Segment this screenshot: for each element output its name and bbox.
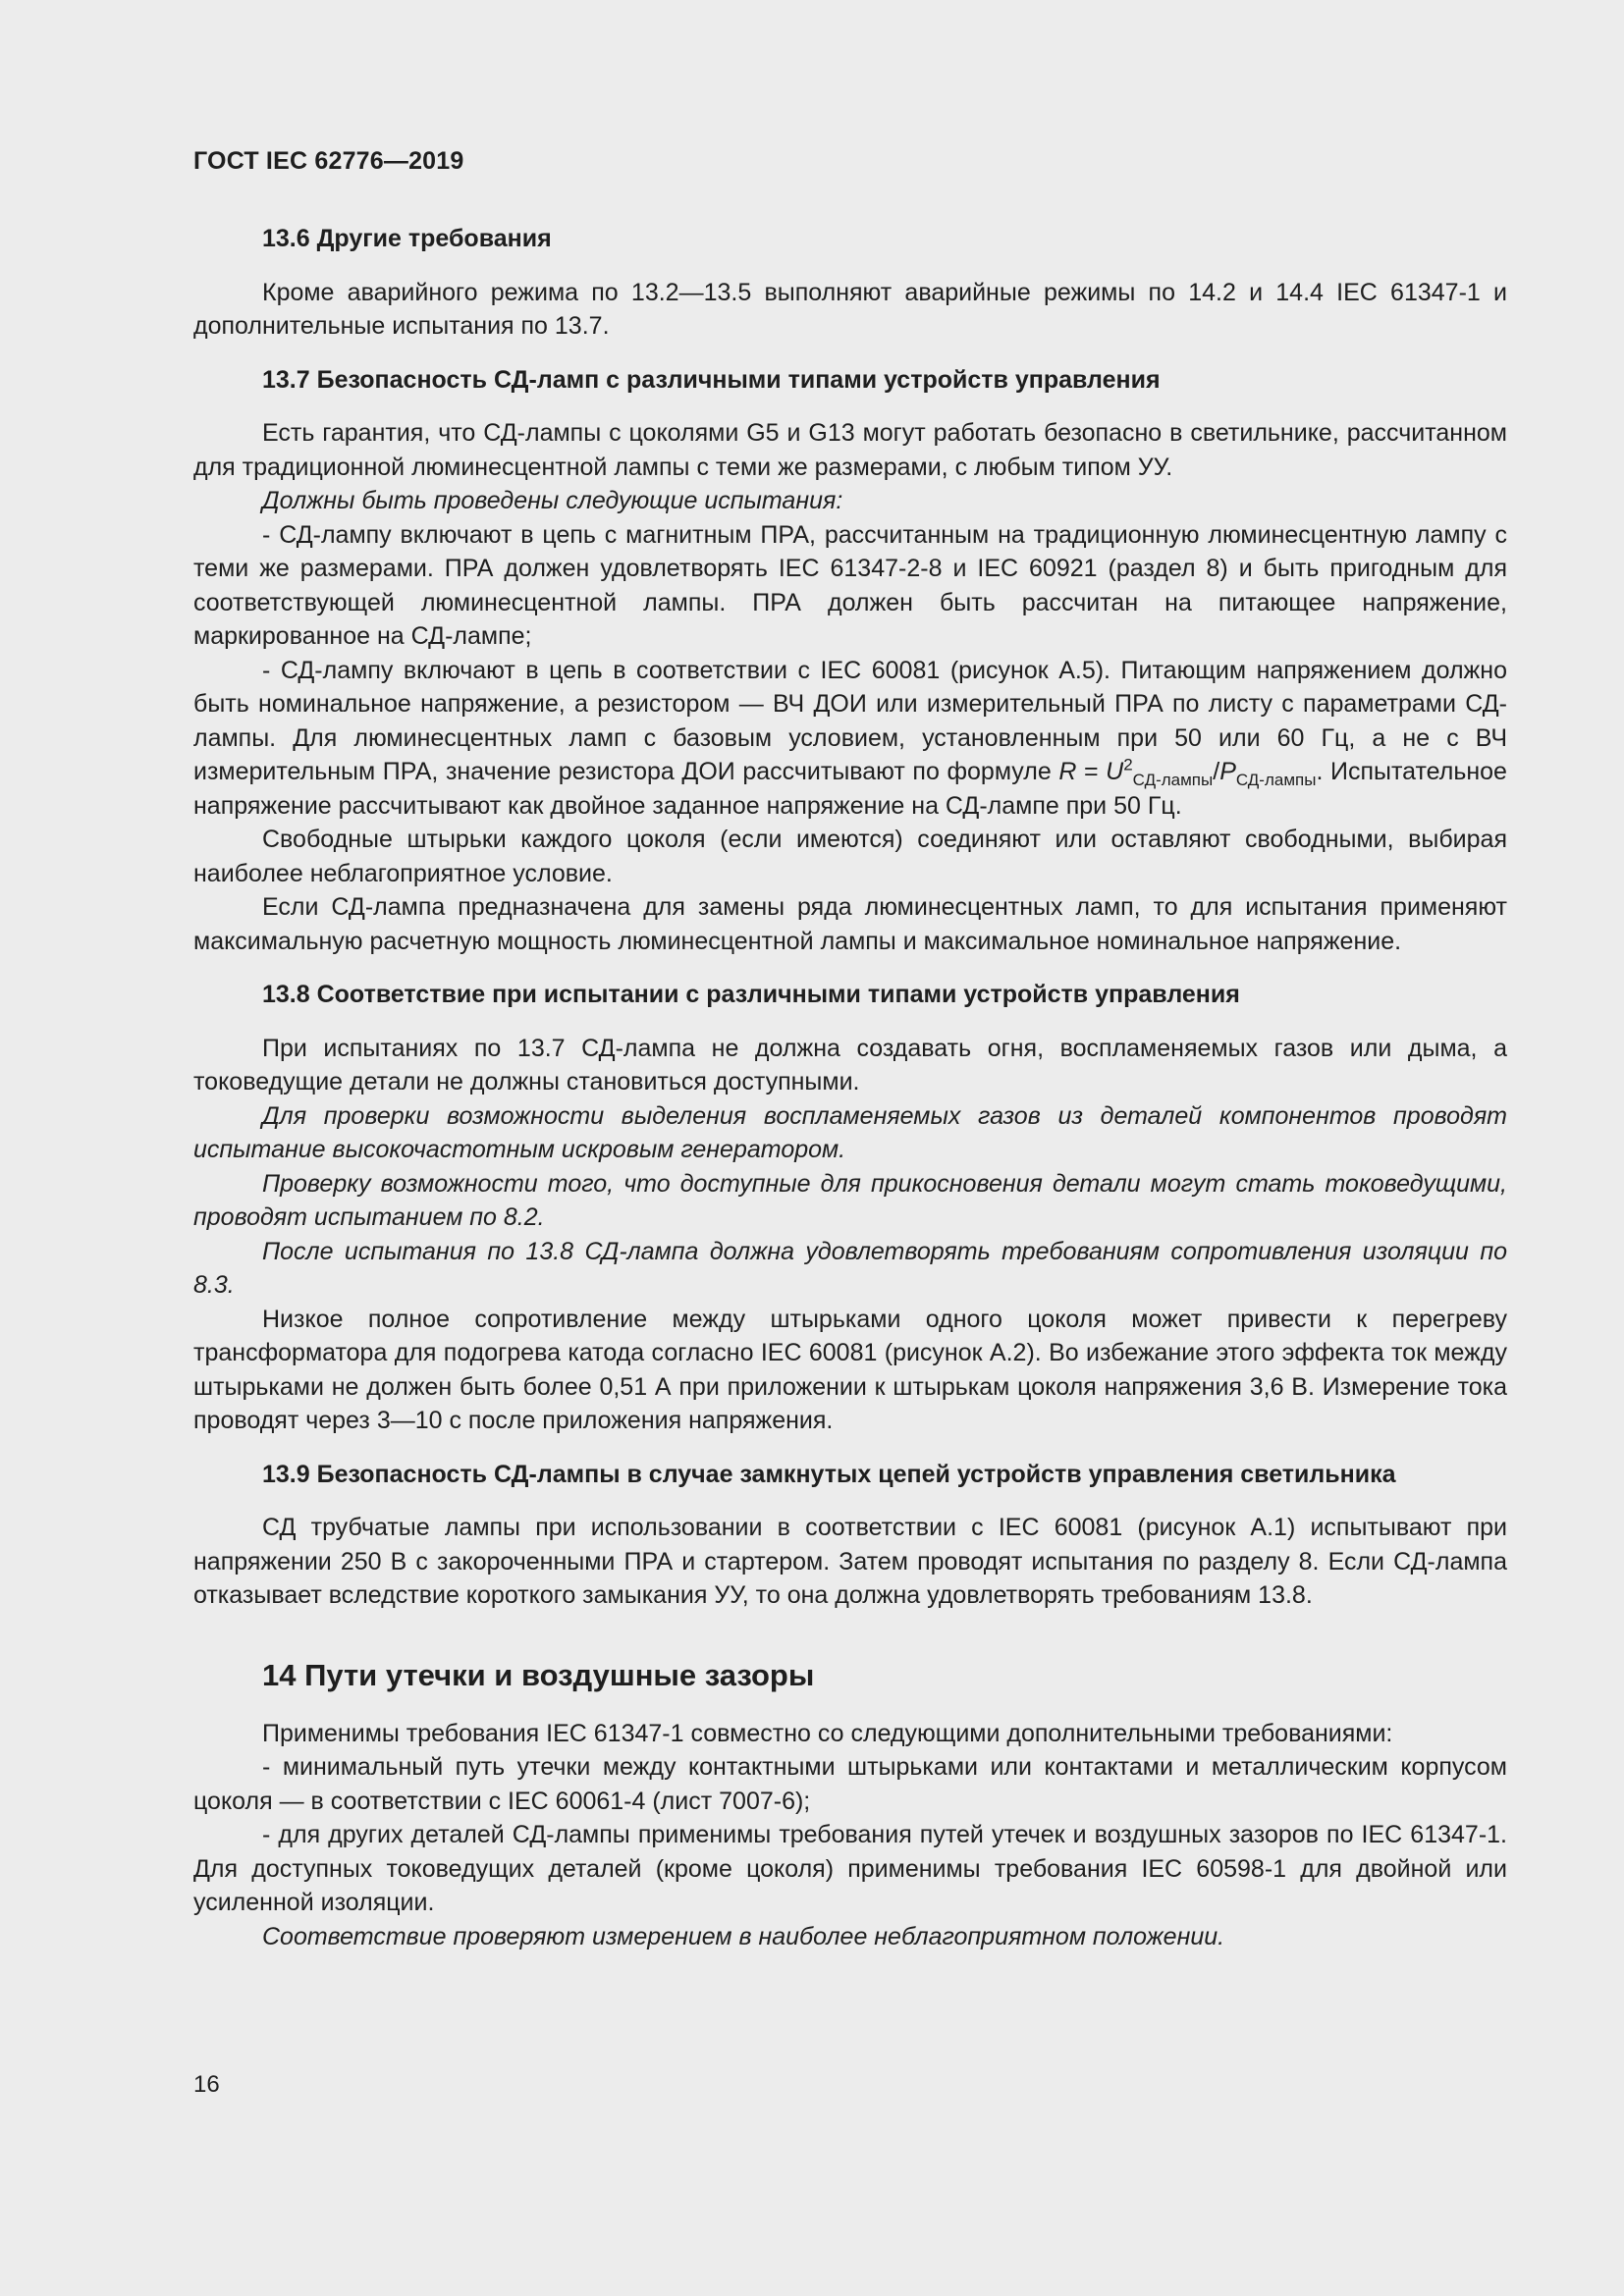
section-13-7-paragraph-5: Свободные штырьки каждого цоколя (если имеются) соединяют или оставляют свободными, выбирая наиболее неблагоприятное условие. (193, 826, 1507, 887)
formula-p: P (1219, 758, 1236, 785)
section-13-7-paragraph-2: Должны быть проведены следующие испытания: (262, 487, 843, 514)
page-number: 16 (193, 2071, 220, 2098)
formula-subscript-2: СД-лампы (1235, 771, 1317, 789)
section-13-8-paragraph-3: Проверку возможности того, что доступные для прикосновения детали могут стать токоведущими, проводят испытанием по 8.2. (193, 1169, 1507, 1231)
section-13-7-paragraph-3: - СД-лампу включают в цепь с магнитным ПРА, рассчитанным на традиционную люминесцентную лампу с теми же размерами. ПРА должен удовлетворять IEC 61347-2-8 и IEC 60921 (раздел 8) и быть пригодным для соответствующей люминесцентной лампы. ПРА должен быть рассчитан на питающее напряжение, маркированное на СД-лампе; (193, 520, 1507, 650)
formula-power: 2 (1123, 755, 1133, 774)
formula-equals: = (1076, 758, 1107, 785)
section-13-6-paragraph-1: Кроме аварийного режима по 13.2—13.5 выполняют аварийные режимы по 14.2 и 14.4 IEC 61347-1 и дополнительные испытания по 13.7. (193, 278, 1507, 340)
paragraph-4-text-b: . Испытательное напряжение рассчитывают как двойное заданное напряжение на СД-лампе при 50 Гц. (193, 758, 1507, 820)
section-13-7-paragraph-4 (193, 654, 1507, 824)
section-13-8-paragraph-2: Для проверки возможности выделения воспламеняемых газов из деталей компонентов проводят испытание высокочастотным искровым генератором. (193, 1101, 1507, 1163)
section-13-9-title: 13.9 Безопасность СД-лампы в случае замкнутых цепей устройств управления светильника (262, 1460, 1396, 1488)
section-13-8-paragraph-4: После испытания по 13.8 СД-лампа должна удовлетворять требованиям сопротивления изоляции по 8.3. (193, 1237, 1507, 1299)
formula-slash: / (1213, 758, 1220, 785)
formula-subscript-1: СД-лампы (1132, 771, 1214, 789)
section-13-7-title: 13.7 Безопасность СД-ламп с различными типами устройств управления (262, 365, 1161, 394)
formula-r: R (1058, 758, 1077, 785)
section-14-paragraph-3: - для других деталей СД-лампы применимы требования путей утечек и воздушных зазоров по IEC 61347-1. Для доступных токоведущих деталей (кроме цоколя) применимы требования IEC 60598-1 для двойной или усиленной изоляции. (193, 1821, 1507, 1916)
section-13-8-paragraph-1: При испытаниях по 13.7 СД-лампа не должна создавать огня, воспламеняемых газов или дыма, а токоведущие детали не должны становиться доступными. (193, 1034, 1507, 1095)
section-14-paragraph-1: Применимы требования IEC 61347-1 совместно со следующими дополнительными требованиями: (262, 1719, 1393, 1747)
section-13-7-paragraph-1: Есть гарантия, что СД-лампы с цоколями G5 и G13 могут работать безопасно в светильнике, рассчитанном для традиционной люминесцентной лампы с теми же размерами, с любым типом УУ. (193, 419, 1507, 481)
paragraph-4-text-a: - СД-лампу включают в цепь в соответствии с IEC 60081 (рисунок А.5). Питающим напряжением должно быть номинальное напряжение, а резистором — ВЧ ДОИ или измерительный ПРА по листу с параметрами СД-лампы. Для люминесцентных ламп с базовым условием, установленным при 50 или 60 Гц, а не с ВЧ измерительным ПРА, значение резистора ДОИ рассчитывают по формуле (193, 656, 1507, 785)
section-13-8-title: 13.8 Соответствие при испытании с различными типами устройств управления (262, 981, 1240, 1008)
section-13-9-paragraph-1: СД трубчатые лампы при использовании в соответствии с IEC 60081 (рисунок А.1) испытывают при напряжении 250 В с закороченными ПРА и стартером. Затем проводят испытания по разделу 8. Если СД-лампа отказывает вследствие короткого замыкания УУ, то она должна удовлетворять требованиям 13.8. (193, 1514, 1507, 1609)
section-13-6-title: 13.6 Другие требования (262, 225, 552, 252)
section-14-paragraph-4: Соответствие проверяют измерением в наиболее неблагоприятном положении. (262, 1922, 1225, 1950)
document-header: ГОСТ IEC 62776—2019 (193, 147, 464, 175)
section-14-paragraph-2: - минимальный путь утечки между контактными штырьками или контактами и металлическим корпусом цоколя — в соответствии с IEC 60061-4 (лист 7007-6); (193, 1753, 1507, 1815)
section-13-8-paragraph-5: Низкое полное сопротивление между штырьками одного цоколя может привести к перегреву трансформатора для подогрева катода согласно IEC 60081 (рисунок А.2). Во избежание этого эффекта ток между штырьками не должен быть более 0,51 А при приложении к штырькам цоколя напряжения 3,6 В. Измерение тока проводят через 3—10 с после приложения напряжения. (193, 1305, 1507, 1434)
section-14-title: 14 Пути утечки и воздушные зазоры (262, 1657, 815, 1692)
section-13-7-paragraph-6: Если СД-лампа предназначена для замены ряда люминесцентных ламп, то для испытания применяют максимальную расчетную мощность люминесцентной лампы и максимальное номинальное напряжение. (193, 893, 1507, 955)
document-body (193, 222, 1507, 1953)
formula-u: U (1106, 758, 1124, 785)
